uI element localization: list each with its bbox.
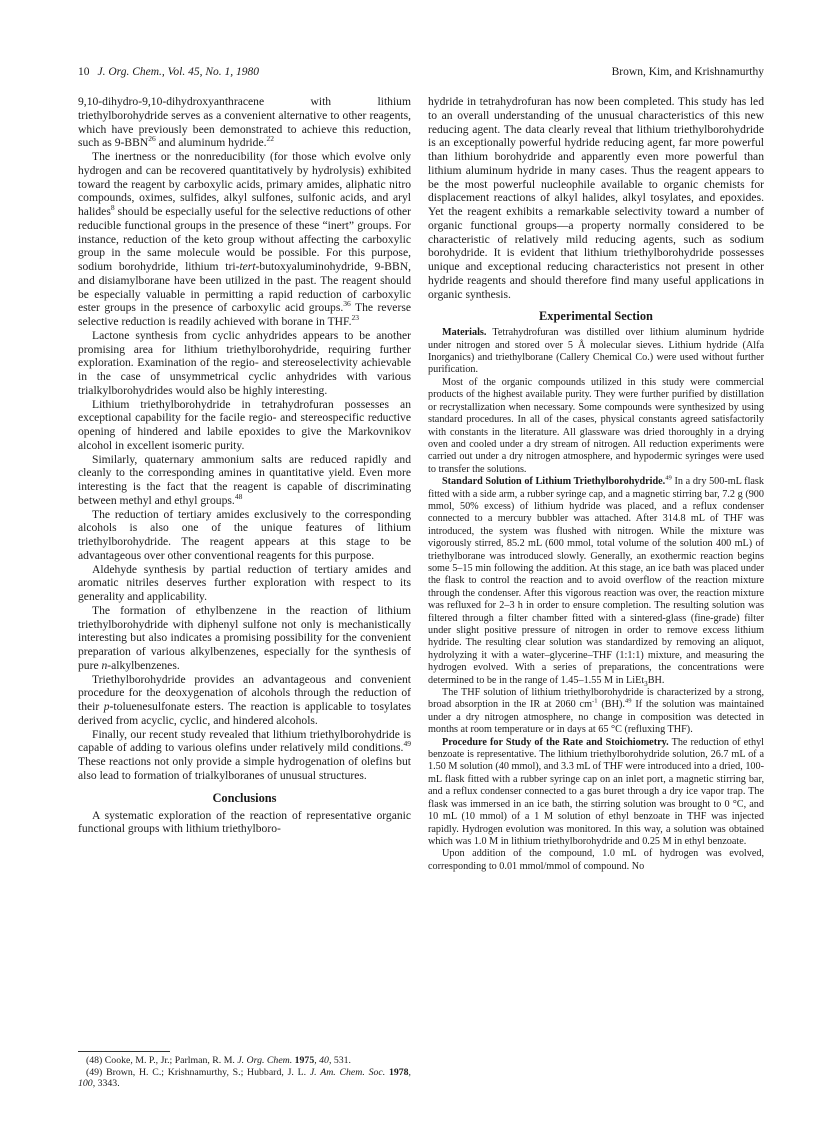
paragraph: hydride in tetrahydrofuran has now been completed. This study has led to an overall understanding of the unusual characteristics of this new reducing agent. The data clearly reveal that lithium triethylborohydride is an exceptionally powerful hydride reducing agent, far more powerful than lithium borohydride and apparently even more powerful than lithium aluminum hydride in many cases. Thus the reagent appears to be the most powerful nucleophile available to organic chemists for displacement reactions of alkyl halides, alkyl tosylates, and epoxides. Yet the reagent exhibits a remarkable selectivity toward a number of organic functional groups—a property normally considered to be characteristic of relatively mild reducing agents, such as sodium borohydride. It is evident that lithium triethylborohydride possesses unique and exceptional reducing characteristics not present in other hydride reagents and should therefore find many useful applications in organic synthesis. [428,95,764,301]
paragraph: Finally, our recent study revealed that lithium triethylborohydride is capable of adding to various olefins under relatively mild conditions.$^{49}$ These reactions not only provide a simple hydrogenation of olefins but also lead to formation of trialkylboranes of unusual structures. [78,727,411,782]
header-left [78,66,259,78]
paragraph: Triethylborohydride provides an advantageous and convenient procedure for the deoxygenation of alcohols through the reduction of their p-toluenesulfonate esters. The reaction is applicable to tosylates derived from acyclic, cyclic, and hindered alcohols. [78,672,411,727]
running-header [78,66,764,82]
paragraph: The inertness or the nonreducibility (for those which evolve only hydrogen and can be recovered quantitatively by hydrolysis) exhibited toward the reagent by carboxylic acids, primary amides, aliphatic nitro compounds, oximes, sulfides, alkyl sulfones, sulfonic acids, and aryl halides$^8$ should be especially useful for the selective reductions of other reducible functional groups in the presence of these “inert” groups. For instance, reduction of the keto group without affecting the carboxylic group in the same molecule would be possible. For this purpose, sodium borohydride, lithium tri-tert-butoxyaluminohydride, 9-BBN, and disiamylborane have been utilized in the past. The reagent should be especially valuable in permitting a rapid reduction of carboxylic ester groups in the presence of carboxylic acid groups.$^{36}$ The reverse selective reduction is readily achieved with borane in THF.$^{23}$ [78,150,412,328]
right-column [428,95,764,873]
paragraph: Lithium triethylborohydride in tetrahydrofuran possesses an exceptional capability for the facile regio- and stereospecific reductive opening of hindered and labile epoxides to give the Markovnikov alcohol in excellent isomeric purity. [78,397,411,452]
paragraph: A systematic exploration of the reaction of representative organic functional groups with lithium triethylboro- [78,808,411,836]
paragraph: Upon addition of the compound, 1.0 mL of hydrogen was evolved, corresponding to 0.01 mmol/mmol of compound. No [428,848,764,872]
paragraph: The THF solution of lithium triethylborohydride is characterized by a strong, broad absorption in the IR at 2060 $cm^{-1}$ (BH).$^{49}$ If the solution was maintained under a dry nitrogen atmosphere, no change in composition was detected in months at room temperature or in days at 65 °C (refluxing THF). [428,687,765,736]
journal-citation: J. Org. Chem., Vol. 45, No. 1, 1980 [97,66,260,78]
section-heading-conclusions: Conclusions [212,790,277,805]
footnotes [78,1055,411,1090]
paragraph-procedure: Procedure for Study of the Rate and Stoichiometry. The reduction of ethyl benzoate is representative. The lithium triethylborohydride solution, 26.7 mL of a 1.50 M solution (40 mmol), and 3.3 mL of THF were introduced into a dried, 100-mL flask fitted with a rubber syringe cap on an inlet port, a magnetic stirring bar, and a reflux condenser connected to a gas buret through a dry ice vapor trap. The flask was immersed in an ice bath, the stirring solution was brought to 0 °C, and 10 mL (10 mmol) of a 1 M solution of ethyl benzoate in THF was injected rapidly. Hydrogen evolution was monitored. In this way, a solution was obtained which was 1.0 M in lithium triethylborohydride and 0.25 M in ethyl benzoate. [428,736,764,847]
header-authors: Brown, Kim, and Krishnamurthy [611,66,764,78]
left-column [78,95,411,836]
paragraph-standard-solution: Standard Solution of Lithium Triethylborohydride.$^{49}$ In a dry 500-mL flask fitted with a side arm, a rubber syringe cap, and a magnetic stirring bar, 7.2 g (900 mmol, 50% excess) of lithium hydride was placed, and a reflux condenser connected to a mercury bubbler was attached. After 314.8 mL of THF was introduced, the system was flushed with nitrogen. While the mixture was vigorously stirred, 85.2 mL (600 mmol, total volume of the solution 400 mL) of triethylborane was introduced slowly. Generally, an exothermic reaction begins some 5–15 min following the addition. At this stage, an ice bath was placed under the flask to control the reaction and to avoid overflow of the reaction mixture through the condenser. After this vigorous reaction was over, the reaction mixture was refluxed for 2–3 h in order to ensure completion. The resulting solution was filtered through a filter chamber fitted with a sintered-glass (fine-grade) filter under slight positive pressure of nitrogen in order to remove excess lithium hydride. The resulting clear solution was standardized by removing an aliquot, hydrolyzing it with a water–glycerine–THF (1:1:1) mixture, and measuring the hydrogen evolved. With a series of preparations, the concentrations were determined to be in the range of 1.45–1.55 M in LiEt$_3$BH. [428,474,764,688]
paragraph: 9,10-dihydro-9,10-dihydroxyanthracene with lithium triethylborohydride serves as a convenient alternative to other reagents, which have previously been demonstrated to achieve this reduction, such as 9-BBN$^{26}$ and aluminum hydride.$^{22}$ [78,95,411,150]
paragraph: Similarly, quaternary ammonium salts are reduced rapidly and cleanly to the corresponding amines in quantitative yield. Even more interesting is the fact that the reagent is capable of discriminating between methyl and ethyl groups.$^{48}$ [78,452,411,507]
footnote-48: (48) Cooke, M. P., Jr.; Parlman, R. M. J. Org. Chem. 1975, 40, 531. [86,1055,351,1066]
paragraph: Lactone synthesis from cyclic anhydrides appears to be another promising area for lithium triethylborohydride, requiring further exploration. Examination of the regio- and stereoselectivity achievable in the case of unsymmetrical cyclic anhydrides with various trialkylborohydrides would also be highly interesting. [78,328,411,397]
paragraph: The reduction of tertiary amides exclusively to the corresponding alcohols is also one of the unique features of lithium triethylborohydride. The reagent appears at this stage to be advantageous over other conventional reagents for this purpose. [78,507,411,562]
paragraph-materials: Materials. Tetrahydrofuran was distilled over lithium aluminum hydride under nitrogen and stored over 5 Å molecular sieves. Lithium hydride (Alfa Inorganics) and triethylborane (Callery Chemical Co.) were used without further purification. [428,327,764,376]
paragraph: Aldehyde synthesis by partial reduction of tertiary amides and aromatic nitriles deserves further exploration with respect to its generality and applicability. [78,562,411,603]
paragraph: The formation of ethylbenzene in the reaction of lithium triethylborohydride with diphenyl sulfone not only is mechanistically interesting but also indicates a promising possibility for the convenient preparation of various alkylbenzenes, especially for the synthesis of pure n-alkylbenzenes. [78,603,411,672]
footnote-49: (49) Brown, H. C.; Krishnamurthy, S.; Hubbard, J. L. J. Am. Chem. Soc. 1978, 100, 3343. [78,1066,411,1090]
footnote-rule [78,1051,170,1052]
page-number: 10 [78,66,90,78]
section-heading-experimental: Experimental Section [539,309,653,324]
paragraph: Most of the organic compounds utilized in this study were commercial products of the highest available purity. They were further purified by distillation or recrystallization when necessary. Some compounds were synthesized by using standard procedures. In all of the cases, physical constants agreed satisfactorily with constants in the literature. All glassware was dried thoroughly in a drying oven and cooled under a dry stream of nitrogen. All reduction experiments were carried out under a dry nitrogen atmosphere, and hypodermic syringes were used to transfer the solutions. [428,376,764,475]
